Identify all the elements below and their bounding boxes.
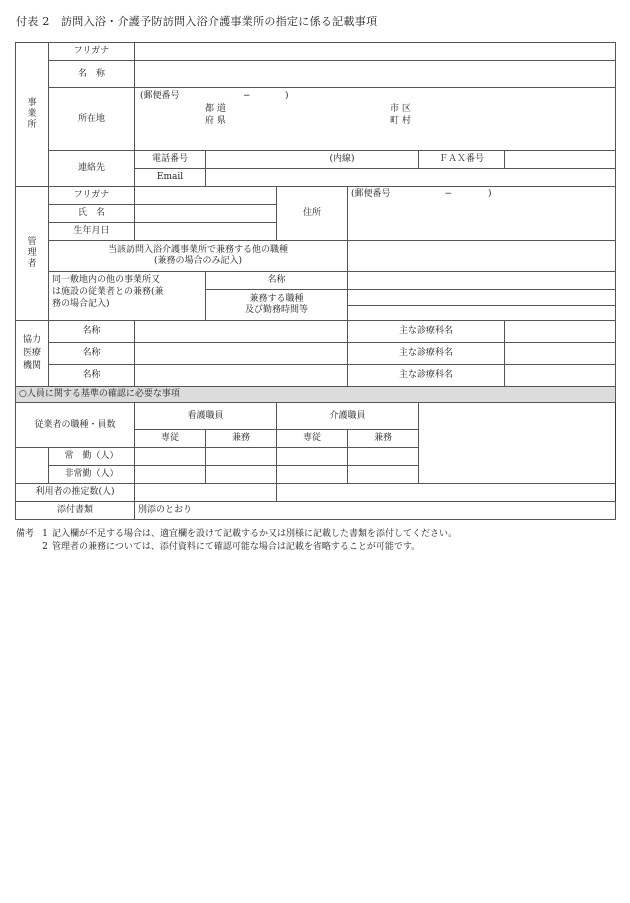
same-site-line3: 務の場合記入) xyxy=(52,299,110,309)
email-label: Email xyxy=(135,169,206,187)
cooperation-section-label: 協力医療機関 xyxy=(16,321,49,387)
office-address-label: 所在地 xyxy=(49,88,135,151)
nurse-fulltime-header: 専従 xyxy=(135,430,206,448)
same-site-name-field[interactable] xyxy=(348,272,616,290)
manager-postal: (郵便番号 − ) xyxy=(351,189,492,199)
nurse-header: 看護職員 xyxy=(135,403,277,430)
manager-birthdate-field[interactable] xyxy=(135,223,277,241)
attachments-label: 添付書類 xyxy=(16,502,135,520)
note-text-1: 記入欄が不足する場合は、適宜欄を設けて記載するか又は別様に記載した書類を添付してください。 xyxy=(52,529,458,539)
staff-indent-2 xyxy=(16,466,49,484)
extension-label: (内線) xyxy=(329,154,355,164)
phone-field[interactable] xyxy=(206,151,419,169)
nurse-concurrent-header: 兼務 xyxy=(206,430,277,448)
coop-name-field-1[interactable] xyxy=(135,321,348,343)
office-name-field[interactable] xyxy=(135,61,616,88)
postal-suffix: ) xyxy=(285,91,289,101)
regular-nurse-concurrent[interactable] xyxy=(206,448,277,466)
postal-dash: − xyxy=(243,91,251,101)
manager-furigana-field[interactable] xyxy=(135,187,277,205)
users-field[interactable] xyxy=(135,484,277,502)
users-label: 利用者の推定数(人) xyxy=(16,484,135,502)
office-furigana-label: フリガナ xyxy=(49,43,135,61)
parttime-nurse-concurrent[interactable] xyxy=(206,466,277,484)
users-blank xyxy=(277,484,616,502)
coop-name-field-2[interactable] xyxy=(135,343,348,365)
attachments-value: 別添のとおり xyxy=(135,502,616,520)
staff-indent-1 xyxy=(16,448,49,466)
parttime-care-concurrent[interactable] xyxy=(348,466,419,484)
same-site-line1: 同一敷地内の他の事業所又 xyxy=(52,275,161,285)
form-title: 付表 2 訪問入浴・介護予防訪問入浴介護事業所の指定に係る記載事項 xyxy=(16,15,378,28)
notes-section xyxy=(16,528,457,554)
care-header: 介護職員 xyxy=(277,403,419,430)
prefecture-todo: 都 道 xyxy=(205,104,226,114)
manager-name-field[interactable] xyxy=(135,205,277,223)
duty-hours-line1: 兼務する職種 xyxy=(249,294,304,304)
duty-hours-label xyxy=(206,290,348,321)
coop-name-field-3[interactable] xyxy=(135,365,348,387)
fax-label: ＦＡＸ番号 xyxy=(419,151,505,169)
same-site-line2: は施設の従業者との兼務(兼 xyxy=(52,287,164,297)
city-shiku: 市 区 xyxy=(390,104,411,114)
office-address-field[interactable] xyxy=(135,88,616,151)
parttime-care-fulltime[interactable] xyxy=(277,466,348,484)
regular-label: 常 勤（人） xyxy=(49,448,135,466)
postal-prefix: (郵便番号 xyxy=(140,91,180,101)
care-concurrent-header: 兼務 xyxy=(348,430,419,448)
coop-name-label-3: 名称 xyxy=(49,365,135,387)
contact-label: 連絡先 xyxy=(49,151,135,187)
staff-banner: ○人員に関する基準の確認に必要な事項 xyxy=(16,387,616,403)
regular-nurse-fulltime[interactable] xyxy=(135,448,206,466)
office-name-label: 名 称 xyxy=(49,61,135,88)
same-site-label xyxy=(49,272,206,321)
other-duty-line1: 当該訪問入浴介護事業所で兼務する他の職種 xyxy=(107,245,288,255)
manager-birthdate-label: 生年月日 xyxy=(49,223,135,241)
care-fulltime-header: 専従 xyxy=(277,430,348,448)
application-form-table xyxy=(15,42,616,520)
manager-address-label: 住所 xyxy=(277,187,348,241)
office-section-label: 事 業 所 xyxy=(16,43,49,187)
note-number-2: 2 xyxy=(42,542,48,552)
manager-furigana-label: フリガナ xyxy=(49,187,135,205)
other-duty-label xyxy=(49,241,348,272)
email-field[interactable] xyxy=(206,169,616,187)
same-site-name-label: 名称 xyxy=(206,272,348,290)
office-furigana-field[interactable] xyxy=(135,43,616,61)
coop-dept-label-1: 主な診療科名 xyxy=(348,321,505,343)
note-text-2: 管理者の兼務については、添付資料にて確認可能な場合は記載を省略することが可能です。 xyxy=(52,542,421,552)
staff-blank-area xyxy=(419,403,616,484)
other-duty-field[interactable] xyxy=(348,241,616,272)
duty-hours-field-1[interactable] xyxy=(348,290,616,306)
coop-dept-label-3: 主な診療科名 xyxy=(348,365,505,387)
manager-section-label: 管 理 者 xyxy=(16,187,49,321)
coop-dept-field-1[interactable] xyxy=(505,321,616,343)
regular-care-concurrent[interactable] xyxy=(348,448,419,466)
note-number-1: 1 xyxy=(42,529,48,539)
duty-hours-line2: 及び勤務時間等 xyxy=(244,305,308,315)
regular-care-fulltime[interactable] xyxy=(277,448,348,466)
parttime-label: 非常勤（人） xyxy=(49,466,135,484)
coop-dept-field-2[interactable] xyxy=(505,343,616,365)
manager-address-field[interactable] xyxy=(348,187,616,241)
manager-name-label: 氏 名 xyxy=(49,205,135,223)
duty-hours-field-2[interactable] xyxy=(348,305,616,321)
coop-name-label-1: 名称 xyxy=(49,321,135,343)
coop-dept-field-3[interactable] xyxy=(505,365,616,387)
fax-field[interactable] xyxy=(505,151,616,169)
notes-label: 備考 xyxy=(16,529,35,539)
prefecture-fuken: 府 県 xyxy=(205,116,226,126)
phone-label: 電話番号 xyxy=(135,151,206,169)
coop-dept-label-2: 主な診療科名 xyxy=(348,343,505,365)
parttime-nurse-fulltime[interactable] xyxy=(135,466,206,484)
city-chouson: 町 村 xyxy=(390,116,411,126)
staff-roles-label: 従業者の職種・員数 xyxy=(16,403,135,448)
coop-name-label-2: 名称 xyxy=(49,343,135,365)
other-duty-line2: (兼務の場合のみ記入) xyxy=(153,256,243,266)
